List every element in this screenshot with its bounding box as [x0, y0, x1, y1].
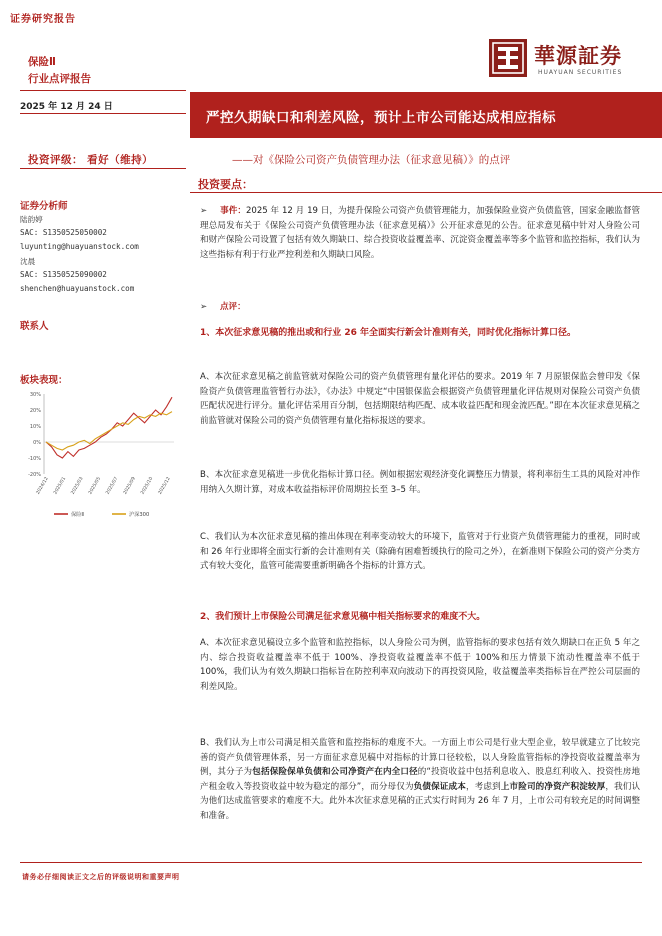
bullet-icon: ➢	[200, 206, 208, 216]
report-subtitle: ——对《保险公司资产负债管理办法（征求意见稿）》的点评	[232, 154, 511, 166]
paragraph-text: 的“投资收益中包括利息收入、股息红利收入、投资性房地产租金收入等投资收益中较为稳定的部分”，而分母仅为	[200, 767, 641, 792]
comment-label: 点评：	[220, 302, 246, 312]
emphasis-text: 上市险司的净资产积淀较厚	[500, 781, 606, 792]
logo-english-name: HUAYUAN SECURITIES	[538, 69, 623, 76]
investment-rating: 投资评级： 看好（维持）	[28, 154, 154, 166]
performance-chart-svg	[20, 388, 180, 528]
x-tick-label: 2025/07	[105, 476, 120, 496]
sector-name: 保险Ⅱ	[28, 56, 56, 68]
section-1-paragraph-b: B、本次征求意见稿进一步优化指标计算口径。例如根据宏观经济变化调整压力情景，将利率衍生工具的风险对冲作用纳入久期计算，对成本收益指标评价周期拉长至 3–5 年。	[200, 470, 640, 495]
divider	[20, 113, 186, 114]
key-points-heading: 投资要点：	[198, 178, 253, 191]
event-text: 2025 年 12 月 19 日，为提升保险公司资产负债管理能力，加强保险业资产负债监管，国家金融监督管理总局发布关于《保险公司资产负债管理办法（征求意见稿）》公开征求意见的公告。征求意见稿中针对人身险公司和财产保险公司设置了包括有效久期缺口、综合投资收益覆盖率、沉淀资金覆盖率等多个监管和监控指标，我们认为这些指标有利于行业严控利差和久期缺口风险。	[200, 206, 640, 260]
comment-paragraph	[200, 300, 640, 315]
divider	[20, 168, 186, 169]
legend-label: 沪深300	[129, 512, 150, 518]
report-date: 2025 年 12 月 24 日	[20, 102, 113, 112]
footer-disclaimer: 请务必仔细阅读正文之后的评级说明和重要声明	[22, 873, 180, 881]
performance-chart	[20, 388, 180, 528]
divider	[20, 90, 186, 91]
company-logo	[488, 38, 648, 84]
performance-heading: 板块表现：	[20, 375, 68, 386]
x-tick-label: 2025/12	[157, 476, 172, 496]
section-2-paragraph-a: A、本次征求意见稿设立多个监管和监控指标，以人身险公司为例，监管指标的要求包括有效久期缺口在正负 5 年之内、综合投资收益覆盖率不低于 100%、净投资收益覆盖率不低于 100%和压力情景下流动性覆盖率不低于 100%，我们认为有效久期缺口指标旨在防控利率双向波动下的再投资风险，收益覆盖率类指标旨在严控公司层面的利差风险。	[200, 638, 640, 692]
y-tick-label: -20%	[28, 472, 41, 478]
analyst-sac: SAC: S1350525090002	[20, 270, 107, 279]
x-tick-label: 2025/09	[122, 476, 137, 496]
analyst-email[interactable]: luyunting@huayuanstock.com	[20, 242, 139, 251]
x-tick-label: 2025/01	[53, 476, 68, 496]
x-tick-label: 2025/03	[70, 476, 85, 496]
section-2-heading: 2、我们预计上市保险公司满足征求意见稿中相关指标要求的难度不大。	[200, 612, 486, 622]
report-type: 证券研究报告	[10, 14, 76, 25]
event-label: 事件：	[220, 206, 246, 216]
y-tick-label: 30%	[29, 392, 41, 398]
x-tick-label: 2025/05	[88, 476, 103, 496]
x-tick-label: 2024/12	[35, 476, 50, 496]
paragraph-text: ，考虑到	[465, 781, 501, 792]
section-2-paragraph-b	[200, 736, 640, 824]
analyst-sac: SAC: S1350525050002	[20, 228, 107, 237]
legend-label: 保险Ⅱ	[71, 512, 84, 518]
y-tick-label: 0%	[33, 440, 41, 446]
y-tick-label: -10%	[28, 456, 41, 462]
y-tick-label: 20%	[29, 408, 41, 414]
analyst-heading: 证券分析师	[20, 201, 68, 212]
paragraph-text: ，我们认为他们达成监管要求的难度不大。此外本次征求意见稿的正式实行时间为 26 年 7 月，上市公司有较充足的时间调整和准备。	[200, 781, 641, 821]
x-tick-label: 2025/10	[140, 476, 155, 496]
section-1-heading: 1、本次征求意见稿的推出或和行业 26 年全面实行新会计准则有关，同时优化指标计算口径。	[200, 328, 577, 338]
report-title: 严控久期缺口和利差风险，预计上市公司能达成相应指标	[206, 110, 556, 126]
paragraph-text: B、我们认为上市公司满足相关监管和监控指标的难度不大。一方面上市公司是行业大型企业，较早就建立了比较完善的资产负债管理体系，另一方面征求意见稿中对指标的计算口径较松，以人身险监管指标的净投资收益覆盖率为例，其分子为	[200, 738, 640, 778]
analyst-name: 陆韵婷	[20, 215, 43, 224]
emphasis-text: 负债保证成本	[413, 781, 466, 792]
emphasis-text: 包括保险保单负债和公司净资产在内全口径	[252, 767, 418, 778]
contact-heading: 联系人	[20, 321, 49, 332]
logo-chinese-name: 華源証券	[534, 43, 622, 68]
section-1-paragraph-c: C、我们认为本次征求意见稿的推出体现在利率变动较大的环境下，监管对于行业资产负债管理能力的重视，同时或和 26 年行业即将全面实行新的会计准则有关（除确有困难暂缓执行的险司之外），在新准则下保险公司的资产分类方式有较大变化，监管可能需要重新明确各个指标的计算方式。	[200, 532, 640, 572]
footer-divider	[20, 862, 642, 863]
bullet-icon: ➢	[200, 302, 208, 312]
divider	[190, 192, 662, 193]
series-line-1	[46, 412, 172, 450]
analyst-name: 沈晨	[20, 257, 36, 266]
section-1-paragraph-a: A、本次征求意见稿之前监管就对保险公司的资产负债管理有量化评估的要求。2019 年 7 月原银保监会曾印发《保险资产负债管理监管暂行办法》，《办法》中规定“中国银保监会根据资产负债管理量化评估规则对保险公司资产负债匹配状况进行评分。量化评估采用百分制，包括期限结构匹配、成本收益匹配和现金流匹配。”即在本次征求意见稿之前监管就对保险公司的资产负债管理有量化指标报送的要求。	[200, 372, 640, 426]
analyst-email[interactable]: shenchen@huayuanstock.com	[20, 284, 135, 293]
y-tick-label: 10%	[29, 424, 41, 430]
report-category: 行业点评报告	[28, 73, 91, 85]
event-paragraph	[200, 204, 640, 262]
logo-seal-icon	[488, 38, 528, 78]
